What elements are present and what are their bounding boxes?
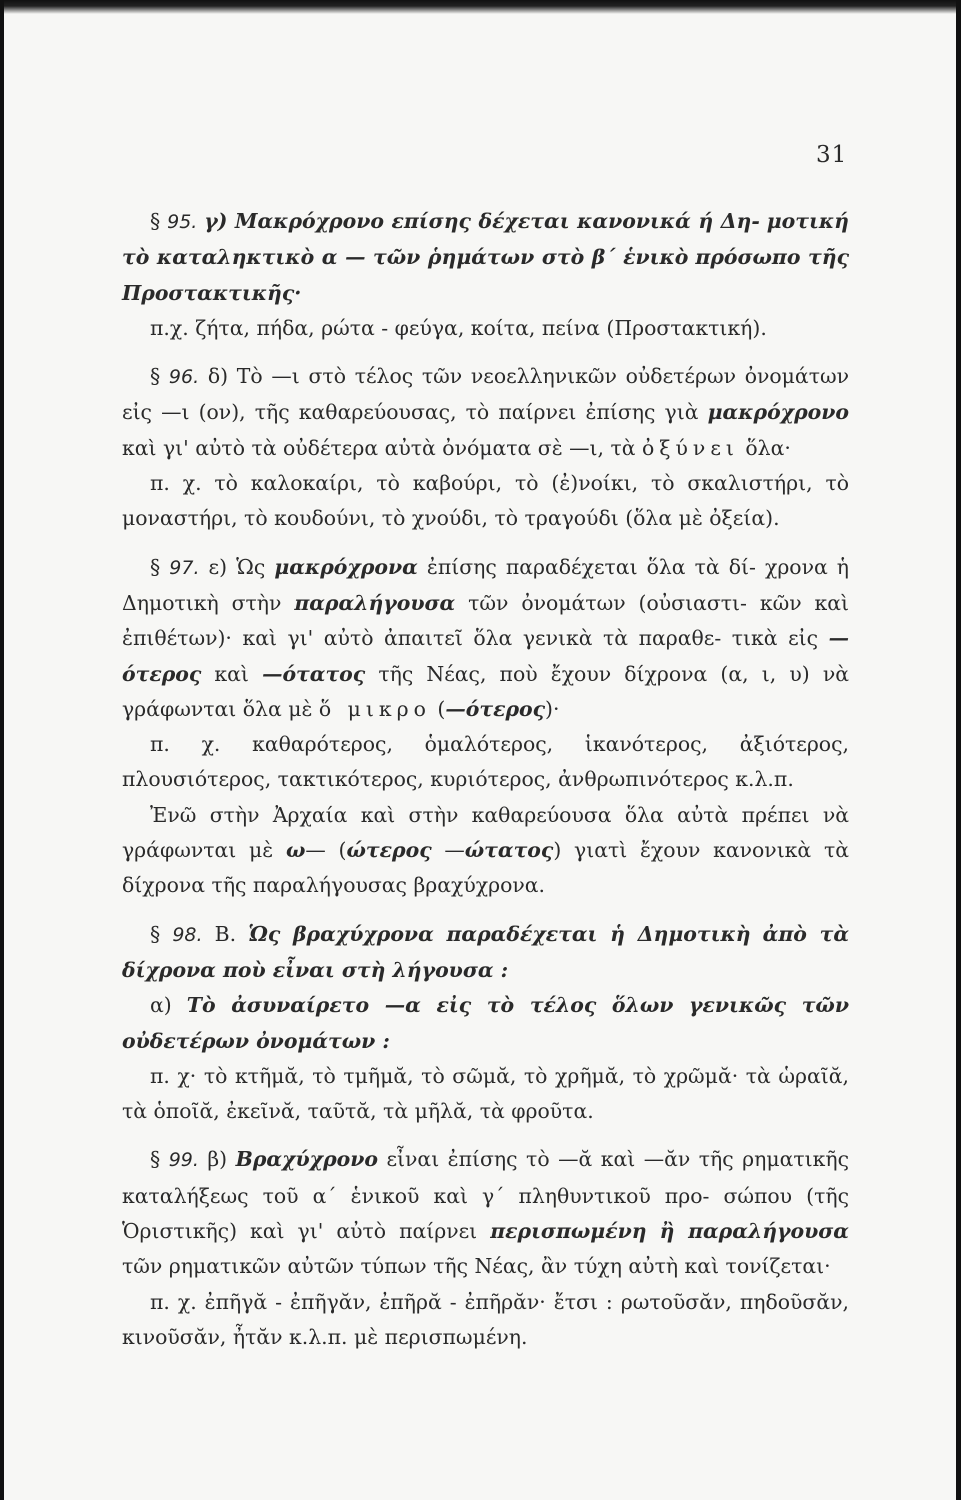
paragraph-99: § 99. β) Βραχύχρονο εἶναι ἐπίσης τὸ —ᾰ καὶ —ᾰν τῆς ρηματικῆς καταλήξεως τοῦ α΄ ἑνικοῦ καὶ γ΄ πληθυντικοῦ προ- σώπου (τῆς Ὁριστικῆς) καὶ γι' αὐτὸ παίρνει περισπωμένη ἢ παραλήγουσα τῶν ρηματικῶν αὐτῶν τύπων τῆς Νέας, ἂν τύχη αὐτὴ καὶ τονίζεται· bbox=[122, 1147, 850, 1279]
paragraph-97: § 97. ε) Ὡς μακρόχρονα ἐπίσης παραδέχεται ὅλα τὰ δί- χρονα ἡ Δημοτικὴ στὴν παραλήγουσα τῶν ὀνομάτων (οὐσιαστι- κῶν καὶ ἐπιθέτων)· καὶ γι' αὐτὸ ἀπαιτεῖ ὅλα γενικὰ τὰ παραθε- τικὰ εἰς —ότερος καὶ —ότατος τῆς Νέας, ποὺ ἔχουν δίχρονα (α, ι, υ) νὰ γράφωνται ὅλα μὲ ὅ μικρο (—ότερος)· bbox=[122, 554, 850, 721]
section-number: 95. bbox=[167, 211, 198, 233]
paragraph-96: § 96. δ) Τὸ —ι στὸ τέλος τῶν νεοελληνικῶν οὐδετέρων ὀνομάτων εἰς —ι (ον), τῆς καθαρεύουσας, τὸ παίρνει ἐπίσης γιὰ μακρόχρονο καὶ γι' αὐτὸ τὰ οὐδέτερα αὐτὰ ὀνόματα σὲ —ι, τὰ ὀξύνει ὅλα· bbox=[122, 364, 849, 460]
example-99: π. χ. ἐπῆγᾰ - ἐπῆγᾰν, ἐπῆρᾰ - ἐπῆρᾰν· ἔτσι : ρωτοῦσᾰν, πηδοῦσᾰν, κινοῦσᾰν, ἦτᾰν κ.λ.π. μὲ περισπωμένη. bbox=[122, 1289, 849, 1349]
paragraph-98-a: α) Τὸ ἀσυναίρετο —α εἰς τὸ τέλος ὅλων γενικῶς τῶν οὐδετέρων ὀνομάτων : bbox=[122, 993, 849, 1053]
paragraph-98: § 98. Β. Ὡς βραχύχρονα παραδέχεται ἡ Δημοτικὴ ἀπὸ τὰ δίχρονα ποὺ εἶναι στὴ λήγουσα : bbox=[122, 921, 850, 982]
page-number: 31 bbox=[816, 142, 848, 168]
section-number: 96. bbox=[168, 366, 200, 389]
example-97: π. χ. καθαρότερος, ὁμαλότερος, ἱκανότερος, ἀξιότερος, πλουσιότερος, τακτικότερος, κυριότερος, ἀνθρωπινότερος κ.λ.π. bbox=[122, 732, 849, 792]
scan-edge-top bbox=[0, 0, 961, 14]
example-95: π.χ. ζήτα, πήδα, ρώτα - φεύγα, κοίτα, πείνα (Προστακτική). bbox=[150, 315, 767, 340]
section-99 bbox=[122, 1142, 849, 1355]
section-number: 97. bbox=[169, 556, 200, 579]
paragraph-97-cont: Ἐνῶ στὴν Ἀρχαία καὶ στὴν καθαρεύουσα ὅλα αὐτὰ πρέπει νὰ γράφωνται μὲ ω— (ώτερος —ώτατος) γιατὶ ἔχουν κανονικὰ τὰ δίχρονα τῆς παραλήγουσας βραχύχρονα. bbox=[122, 802, 850, 898]
paragraph-95: § 95. γ) Μακρόχρονο επίσης δέχεται κανονικά ή Δη- μοτική τὸ καταληκτικὸ α — τῶν ῥημάτων στὸ β΄ ἑνικὸ πρόσωπο τῆς Προστακτικῆς· bbox=[122, 209, 850, 305]
section-97 bbox=[122, 550, 849, 904]
example-98: π. χ· τὸ κτῆμᾰ, τὸ τμῆμᾰ, τὸ σῶμᾰ, τὸ χρῆμᾰ, τὸ χρῶμᾰ· τὰ ὡραῖᾰ, τὰ ὁποῖᾰ, ἐκεῖνᾰ, ταῦτᾰ, τὰ μῆλᾰ, τὰ φροῦτα. bbox=[122, 1063, 850, 1124]
scan-edge-left bbox=[0, 0, 4, 1500]
section-96 bbox=[122, 359, 849, 536]
section-number: 98. bbox=[172, 923, 203, 946]
scan-edge-right bbox=[956, 0, 961, 1500]
section-95 bbox=[122, 204, 849, 346]
section-98 bbox=[122, 917, 849, 1130]
example-96: π. χ. τὸ καλοκαίρι, τὸ καβούρι, τὸ (ἐ)νοίκι, τὸ σκαλιστήρι, τὸ μοναστήρι, τὸ κουδούνι, τὸ χνούδι, τὸ τραγούδι (ὅλα μὲ ὀξεία). bbox=[122, 471, 849, 531]
page-body bbox=[122, 204, 849, 1355]
section-number: 99. bbox=[168, 1149, 199, 1172]
